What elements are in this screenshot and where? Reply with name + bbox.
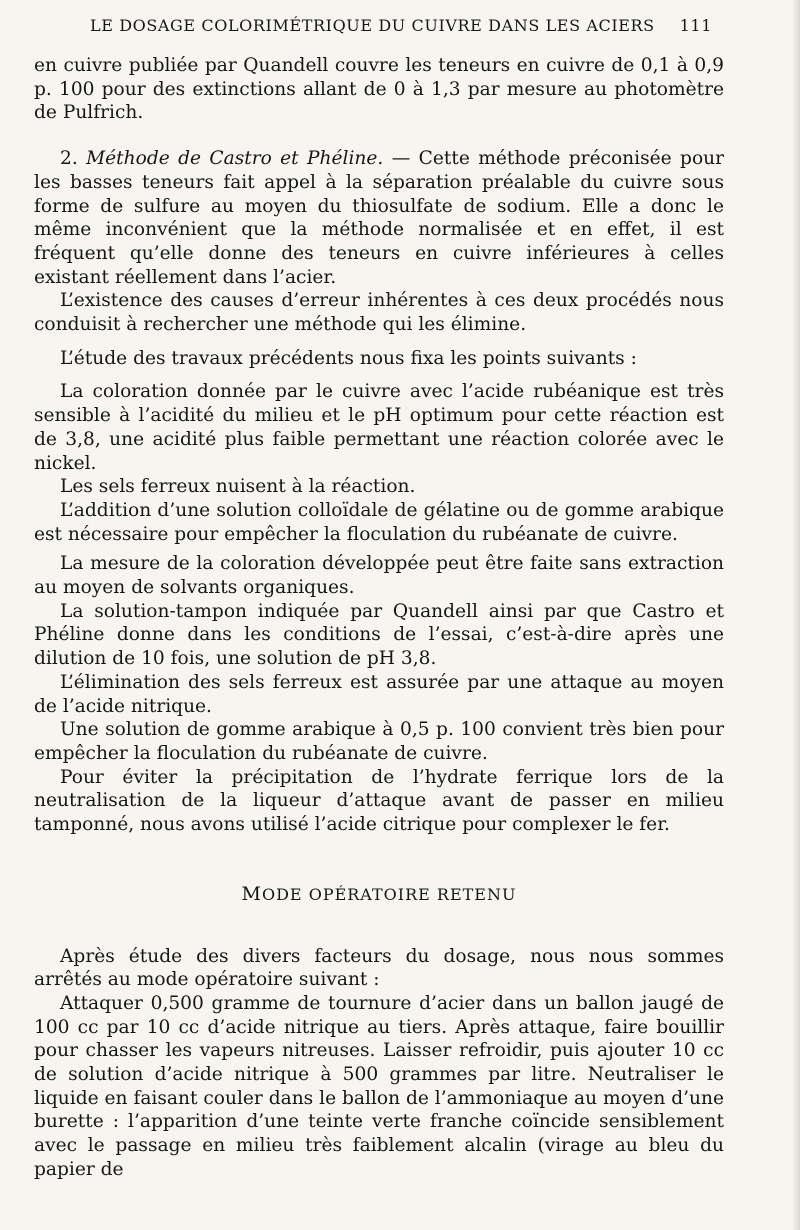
paragraph-procedure-intro: Après étude des divers facteurs du dosage, nous nous sommes arrêtés au mode opératoire suivant : xyxy=(34,945,724,991)
paragraph-point-gum-arabic: Une solution de gomme arabique à 0,5 p. 100 convient très bien pour empêcher la floculation du rubéanate de cuivre. xyxy=(34,719,724,764)
paragraph-point-ferrous-salts: Les sels ferreux nuisent à la réaction. xyxy=(60,476,416,498)
paragraph-method-castro xyxy=(34,147,724,289)
page-edge-shadow xyxy=(792,0,800,1230)
paragraph-point-measure: La mesure de la coloration développée peut être faite sans extraction au moyen de solvants organiques. xyxy=(34,553,724,599)
method-title: Méthode de Castro et Phéline. xyxy=(86,148,384,170)
paragraph-point-coloration: La coloration donnée par le cuivre avec l’acide rubéanique est très sensible à l’acidité du milieu et le pH optimum pour cette réaction est de 3,8, une acidité plus faible permettant une réaction colorée avec le nickel. xyxy=(34,381,724,474)
paragraph-continued: en cuivre publiée par Quandell couvre les teneurs en cuivre de 0,1 à 0,9 p. 100 pour des extinctions allant de 0 à 1,3 par mesure au photomètre de Pulfrich. xyxy=(34,55,724,124)
paragraph-point-nitric-acid: L’élimination des sels ferreux est assurée par une attaque au moyen de l’acide nitrique. xyxy=(34,671,724,717)
running-title: LE DOSAGE COLORIMÉTRIQUE DU CUIVRE DANS LES ACIERS xyxy=(90,16,655,35)
heading-initial: M xyxy=(241,882,262,905)
paragraph-study-intro: L’étude des travaux précédents nous fixa les points suivants : xyxy=(60,347,637,369)
method-description: — Cette méthode préconisée pour les basses teneurs fait appel à la séparation préalable du cuivre sous forme de sulfure au moyen du thiosulfate de sodium. Elle a donc le même inconvénient que la méthode normalisée et en effet, il est fréquent qu’elle donne des teneurs en cuivre inférieures à celles existant réellement dans l’acier. xyxy=(34,148,724,288)
paragraph-point-colloid: L’addition d’une solution colloïdale de gélatine ou de gomme arabique est nécessaire pour empêcher la floculation du rubéanate de cuivre. xyxy=(34,499,724,545)
page-number: 111 xyxy=(679,16,712,35)
paragraph-point-buffer: La solution-tampon indiquée par Quandell ainsi par que Castro et Phéline donne dans les conditions de l’essai, c’est-à-dire après une dilution de 10 fois, une solution de pH 3,8. xyxy=(34,600,724,670)
body-text xyxy=(34,54,724,1182)
heading-rest: ODE OPÉRATOIRE RETENU xyxy=(261,884,517,904)
section-number: 2. xyxy=(60,148,78,170)
paragraph-point-citric-acid: Pour éviter la précipitation de l’hydrate ferrique lors de la neutralisation de la liqueur d’attaque avant de passer en milieu tamponné, nous avons utilisé l’acide citrique pour complexer le fer. xyxy=(34,766,724,836)
running-header xyxy=(90,16,712,46)
paragraph-procedure-steps: Attaquer 0,500 gramme de tournure d’acier dans un ballon jaugé de 100 cc par 10 cc d’acide nitrique au tiers. Après attaque, faire bouillir pour chasser les vapeurs nitreuses. Laisser refroidir, puis ajouter 10 cc de solution d’acide nitrique à 500 grammes par litre. Neutraliser le liquide en faisant couler dans le ballon de l’ammoniaque au moyen d’une burette : l’apparition d’une teinte verte franche coïncide sensiblement avec le passage en milieu très faiblement alcalin (virage au bleu du papier de xyxy=(34,992,724,1180)
paragraph-error-causes: L’existence des causes d’erreur inhérentes à ces deux procédés nous conduisit à rechercher une méthode qui les élimine. xyxy=(34,290,724,336)
section-heading xyxy=(34,883,724,907)
